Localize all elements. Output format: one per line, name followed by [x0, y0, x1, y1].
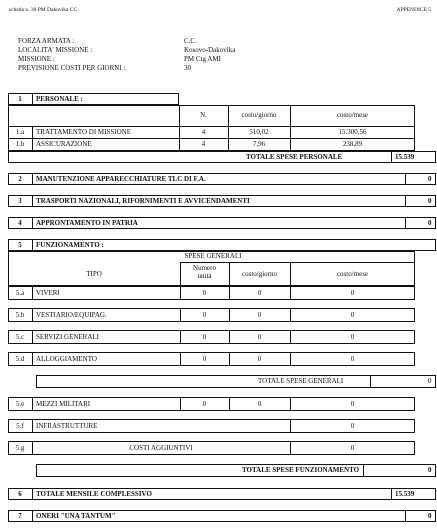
row-count: 0: [202, 400, 207, 408]
row-cost-day: 0: [257, 289, 262, 297]
row-description: VESTIARIO/EQUIPAG.: [36, 311, 107, 319]
info-label: LOCALITA' MISSIONE :: [18, 46, 93, 54]
row-description: TRATTAMENTO DI MISSIONE: [36, 128, 131, 136]
section-number: 3: [18, 197, 22, 205]
col-header-cost-day: costo/giorno: [242, 270, 277, 278]
row-code: 5.d: [15, 355, 25, 363]
section-number: 5: [18, 241, 22, 249]
appendix-label: APPENDICE 5: [396, 7, 431, 13]
col-header-cost-month: costo/mese: [336, 111, 369, 119]
row-code: 5.g: [15, 444, 25, 452]
row-code: 5.c: [15, 333, 25, 341]
section-number: 6: [18, 490, 22, 498]
section-title: APPRONTAMENTO IN PATRIA: [36, 219, 138, 227]
info-label: FORZA ARMATA :: [18, 37, 75, 45]
section-title: FUNZIONAMENTO :: [36, 241, 104, 249]
col-header-cost-day: costo/giorno: [241, 111, 277, 119]
info-label: MISSIONE :: [18, 55, 55, 63]
row-code: 5.b: [15, 311, 25, 319]
info-label: PREVISIONE COSTI PER GIORNI :: [18, 64, 126, 72]
section-title: TOTALE MENSILE COMPLESSIVO: [36, 490, 152, 498]
sheet-reference: scheda n. 30 PM Dakovika CC: [9, 7, 78, 13]
total-value: 0: [428, 466, 432, 474]
section-value: 15.539: [395, 490, 415, 498]
section-value: 0: [428, 512, 432, 520]
row-count: 0: [202, 311, 207, 319]
row-description: ASSICURAZIONE: [36, 140, 92, 148]
info-value: C.C.: [184, 37, 197, 45]
total-value: 0: [428, 377, 432, 385]
row-description: ALLOGGIAMENTO: [36, 355, 97, 363]
row-cost-month: 0: [350, 444, 355, 452]
section-number: 1: [18, 95, 22, 103]
spese-generali-total-row: [36, 375, 436, 388]
section-title: ONERI "UNA TANTUM": [36, 512, 116, 520]
row-count: 0: [202, 355, 207, 363]
row-count: 4: [201, 128, 206, 136]
section-title: PERSONALE :: [36, 95, 83, 103]
section-value: 0: [428, 175, 432, 183]
row-description: SERVIZI GENERALI: [36, 333, 100, 341]
row-cost-day: 0: [257, 400, 262, 408]
section-number: 2: [18, 175, 22, 183]
info-value: 30: [184, 64, 191, 72]
row-cost-day: 0: [257, 311, 262, 319]
section-title: TRASPORTI NAZIONALI, RIFORNIMENTI E AVVICENDAMENTI: [36, 197, 250, 205]
row-cost-month: 0: [350, 400, 355, 408]
col-header-tipo: TIPO: [86, 270, 102, 278]
row-cost-day: 510,02: [249, 128, 269, 136]
total-label: TOTALE SPESE PERSONALE: [246, 153, 343, 161]
row-code: 5.a: [15, 289, 25, 297]
section-number: 4: [18, 219, 22, 227]
row-cost-month: 15.300,56: [338, 128, 367, 136]
row-code: 5.e: [15, 400, 25, 408]
col-header-numero-unita: Numero unità: [193, 264, 216, 280]
row-cost-day: 0: [257, 333, 262, 341]
row-count: 0: [202, 333, 207, 341]
row-description: MEZZI MILITARI: [36, 400, 91, 408]
row-description: INFRASTRUTTURE: [36, 422, 98, 430]
mission-info: [18, 37, 318, 77]
row-cost-day: 7,96: [252, 140, 266, 148]
total-value: 15.539: [395, 153, 415, 161]
row-description: VIVERI: [36, 289, 60, 297]
section-value: 0: [428, 219, 432, 227]
col-header-n: N.: [200, 111, 207, 119]
total-label: TOTALE SPESE GENERALI: [258, 377, 344, 385]
spese-generali-title: SPESE GENERALI: [184, 252, 242, 260]
info-value: Kosovo-Dakovika: [184, 46, 236, 54]
section-number: 7: [18, 512, 22, 520]
row-cost-month: 238,89: [342, 140, 363, 148]
row-description: COSTI AGGIUNTIVI: [129, 444, 193, 452]
row-code: 1.a: [15, 128, 25, 136]
row-cost-month: 0: [350, 355, 355, 363]
row-count: 0: [202, 289, 207, 297]
row-cost-day: 0: [257, 355, 262, 363]
row-code: 5.f: [16, 422, 24, 430]
row-cost-month: 0: [350, 311, 355, 319]
row-cost-month: 0: [350, 333, 355, 341]
row-count: 4: [201, 140, 206, 148]
col-header-cost-month: costo/mese: [336, 270, 369, 278]
section-title: MANUTENZIONE APPARECCHIATURE TLC DI F.A.: [36, 175, 206, 183]
row-code: 1.b: [15, 140, 25, 148]
total-label: TOTALE SPESE FUNZIONAMENTO: [242, 466, 360, 474]
info-value: PM Ctg AMI: [184, 55, 221, 63]
section-value: 0: [428, 197, 432, 205]
row-cost-month: 0: [350, 289, 355, 297]
funzionamento-total-row: [36, 464, 436, 477]
row-cost-month: 0: [350, 422, 355, 430]
